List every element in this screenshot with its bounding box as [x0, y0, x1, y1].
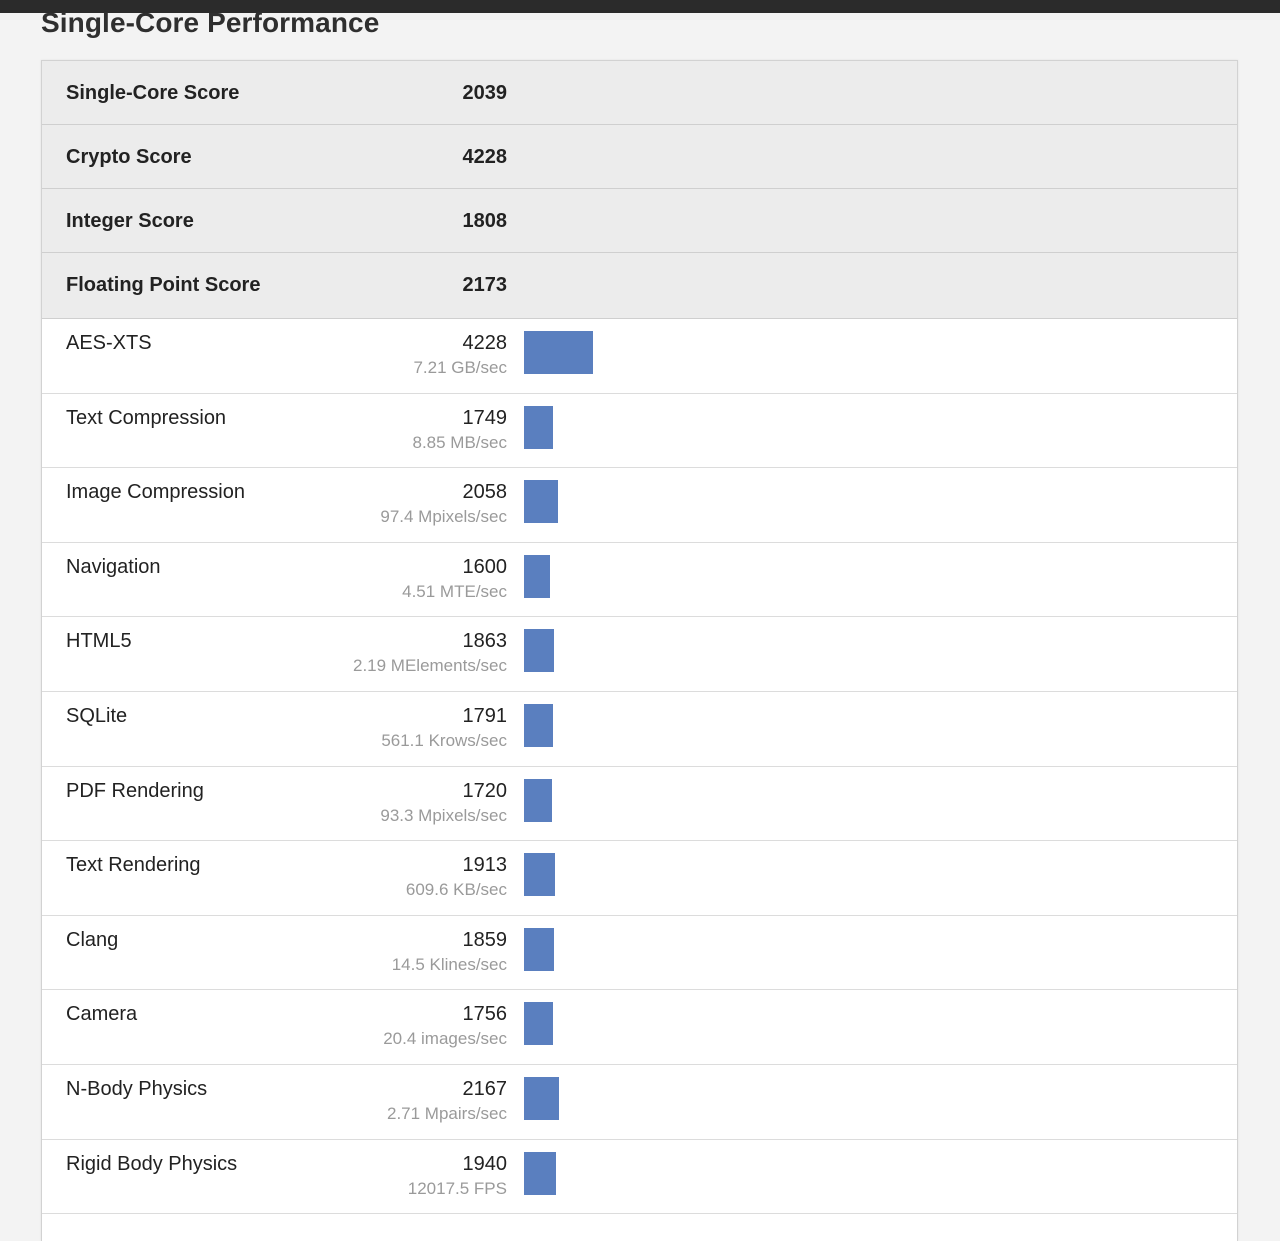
benchmark-row	[42, 1065, 1237, 1140]
benchmark-rate: 2.19 MElements/sec	[352, 656, 507, 676]
benchmark-rate: 609.6 KB/sec	[405, 880, 507, 900]
benchmark-label: AES-XTS	[66, 332, 152, 354]
summary-row	[42, 189, 1237, 253]
benchmark-rate: 12017.5 FPS	[407, 1178, 507, 1198]
benchmark-rate: 14.5 Klines/sec	[391, 954, 507, 974]
benchmark-bar	[524, 406, 553, 449]
benchmark-score: 1940	[462, 1152, 507, 1175]
benchmark-score: 1600	[462, 555, 507, 578]
benchmark-label: Camera	[66, 1003, 138, 1026]
benchmark-rate: 2.71 Mpairs/sec	[387, 1103, 507, 1123]
benchmark-row	[42, 1140, 1237, 1215]
benchmark-bar	[524, 704, 553, 747]
summary-value: 1808	[462, 210, 507, 232]
benchmark-bar	[524, 779, 552, 822]
benchmark-row	[42, 319, 1237, 394]
summary-label: Floating Point Score	[66, 274, 261, 296]
summary-row	[42, 253, 1237, 319]
benchmark-score: 1791	[462, 704, 507, 727]
benchmark-label: Image Compression	[66, 481, 245, 504]
benchmark-score: 2058	[462, 481, 507, 504]
benchmark-bar	[524, 1077, 559, 1120]
benchmark-bar	[524, 1152, 556, 1195]
summary-value: 2173	[462, 274, 507, 296]
benchmark-rate: 8.85 MB/sec	[412, 432, 507, 452]
benchmark-row	[42, 767, 1237, 842]
benchmark-rate: 4.51 MTE/sec	[402, 581, 507, 601]
benchmark-rate: 93.3 Mpixels/sec	[380, 805, 507, 825]
summary-value: 2039	[462, 82, 507, 104]
benchmark-rate: 97.4 Mpixels/sec	[380, 507, 507, 527]
benchmark-bar	[524, 480, 558, 523]
benchmark-group	[42, 319, 1237, 1241]
benchmark-score: 1913	[462, 854, 507, 877]
benchmark-score: 4228	[462, 332, 507, 354]
benchmark-table	[41, 60, 1238, 1241]
benchmark-rate: 7.21 GB/sec	[413, 358, 507, 377]
benchmark-score: 1756	[462, 1003, 507, 1026]
benchmark-score: 2167	[462, 1077, 507, 1100]
benchmark-bar	[524, 331, 593, 374]
benchmark-row-partial	[42, 1214, 1237, 1241]
summary-group	[42, 61, 1237, 319]
benchmark-score: 1720	[462, 779, 507, 802]
benchmark-score: 1863	[462, 630, 507, 653]
benchmark-label: Text Rendering	[66, 854, 201, 877]
benchmark-bar	[524, 1002, 553, 1045]
benchmark-row	[42, 692, 1237, 767]
benchmark-label: HTML5	[66, 630, 132, 653]
summary-value: 4228	[462, 146, 507, 168]
benchmark-row	[42, 543, 1237, 618]
benchmark-score: 1859	[462, 928, 507, 951]
section-title: Single-Core Performance	[41, 7, 380, 38]
summary-label: Integer Score	[66, 210, 194, 232]
benchmark-bar	[524, 555, 550, 598]
summary-label: Crypto Score	[66, 146, 192, 168]
benchmark-rate: 561.1 Krows/sec	[381, 730, 507, 750]
benchmark-label: Text Compression	[66, 406, 227, 429]
benchmark-label: SQLite	[66, 704, 128, 727]
benchmark-row	[42, 394, 1237, 469]
benchmark-row	[42, 990, 1237, 1065]
benchmark-rate: 20.4 images/sec	[383, 1029, 507, 1049]
benchmark-label: PDF Rendering	[66, 779, 204, 802]
benchmark-row	[42, 617, 1237, 692]
summary-label: Single-Core Score	[66, 82, 240, 104]
benchmark-label: Navigation	[66, 555, 161, 578]
benchmark-row	[42, 916, 1237, 991]
benchmark-bar	[524, 853, 555, 896]
summary-row	[42, 125, 1237, 189]
benchmark-row	[42, 841, 1237, 916]
benchmark-bar	[524, 928, 554, 971]
summary-row	[42, 61, 1237, 125]
benchmark-label: Rigid Body Physics	[66, 1152, 238, 1175]
benchmark-score: 1749	[462, 406, 507, 429]
benchmark-row	[42, 468, 1237, 543]
benchmark-bar	[524, 629, 554, 672]
benchmark-label: N-Body Physics	[66, 1077, 208, 1100]
benchmark-label: Clang	[66, 928, 119, 951]
